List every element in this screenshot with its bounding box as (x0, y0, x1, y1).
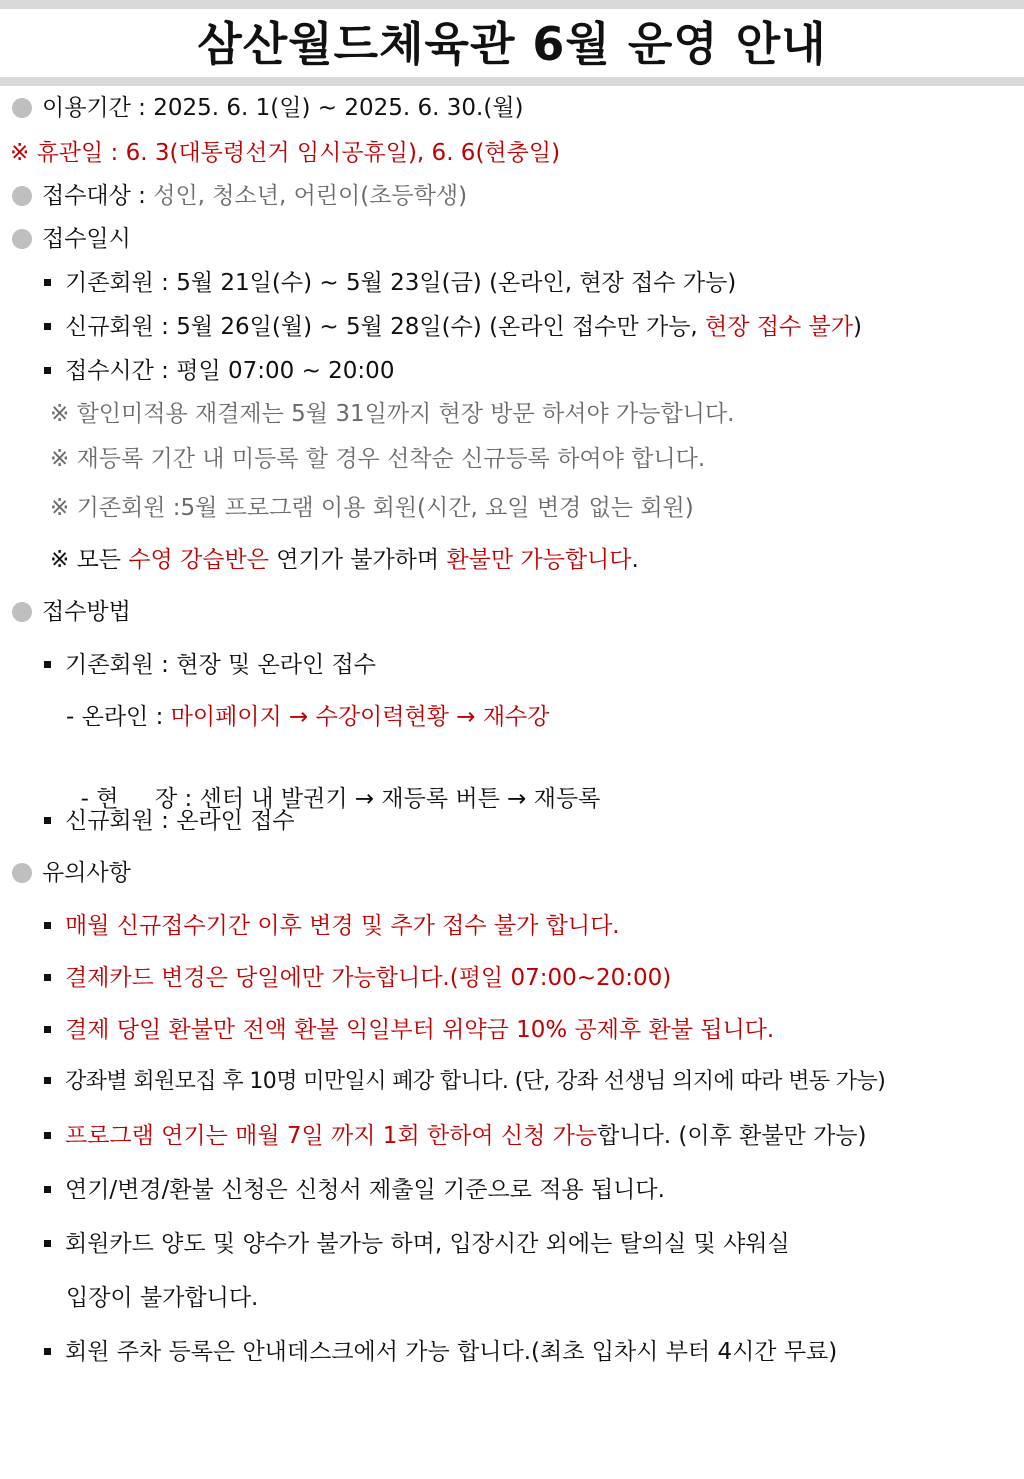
schedule-new-text: 신규회원 : 5월 26일(월) ~ 5월 28일(수) (온라인 접수만 가능, (65, 314, 706, 340)
title-divider-bar (0, 77, 1024, 86)
page-title: 삼산월드체육관 6월 운영 안내 (197, 17, 827, 71)
method-online-value: 마이페이지 → 수강이력현황 → 재수강 (170, 704, 550, 730)
schedule-heading-row (12, 224, 131, 254)
note-item-2 (44, 963, 671, 993)
circle-bullet-icon (12, 863, 32, 883)
period-row (12, 93, 524, 123)
method-onsite-row (66, 754, 600, 814)
note-5-rest: 합니다. (이후 환불만 가능) (597, 1123, 867, 1149)
note-4-text: 강좌별 회원모집 후 10명 미만일시 폐강 합니다. (단, 강좌 선생님 의지에 따라 변동 가능) (65, 1069, 886, 1094)
square-bullet-icon (44, 1348, 51, 1355)
note4-c: 연기가 불가하며 (268, 547, 447, 573)
square-bullet-icon (44, 367, 51, 374)
square-bullet-icon (44, 974, 51, 981)
schedule-time: 접수시간 : 평일 07:00 ~ 20:00 (65, 358, 395, 384)
method-existing-row (44, 650, 376, 680)
method-existing: 기존회원 : 현장 및 온라인 접수 (65, 652, 376, 678)
notes-heading: 유의사항 (42, 860, 131, 886)
square-bullet-icon (44, 922, 51, 929)
method-heading: 접수방법 (42, 599, 131, 625)
square-bullet-icon (44, 1132, 51, 1139)
note4-b: 수영 강습반은 (128, 547, 269, 573)
note-item-5 (44, 1121, 867, 1151)
schedule-existing: 기존회원 : 5월 21일(수) ~ 5월 23일(금) (온라인, 현장 접수 가능) (65, 270, 737, 296)
schedule-new-warning: 현장 접수 불가 (705, 314, 853, 340)
schedule-note-3: ※ 기존회원 :5월 프로그램 이용 회원(시간, 요일 변경 없는 회원) (50, 495, 694, 521)
method-new-row (44, 806, 295, 836)
method-online-label: - 온라인 : (66, 704, 171, 730)
note-2-text: 결제카드 변경은 당일에만 가능합니다.(평일 07:00~20:00) (65, 965, 672, 991)
note-6-text: 연기/변경/환불 신청은 신청서 제출일 기준으로 적용 됩니다. (65, 1177, 665, 1203)
square-bullet-icon (44, 1186, 51, 1193)
note-5-red: 프로그램 연기는 매월 7일 까지 1회 한하여 신청 가능 (65, 1123, 598, 1149)
note-7-text: 회원카드 양도 및 양수가 불가능 하며, 입장시간 외에는 탈의실 및 샤워실 (65, 1231, 790, 1257)
note-item-7-cont: 입장이 불가합니다. (66, 1285, 259, 1311)
square-bullet-icon (44, 279, 51, 286)
circle-bullet-icon (12, 602, 32, 622)
period-label: 이용기간 : (42, 95, 154, 121)
top-divider-bar (0, 0, 1024, 9)
note-8-text: 회원 주차 등록은 안내데스크에서 가능 합니다.(최초 입차시 부터 4시간 무료) (65, 1339, 838, 1365)
note4-e: . (631, 547, 639, 573)
closed-days: ※ 휴관일 : 6. 3(대통령선거 임시공휴일), 6. 6(현충일) (10, 140, 561, 166)
method-onsite-label: - 현 장 : (80, 786, 200, 812)
schedule-new-close: ) (852, 314, 862, 340)
target-label: 접수대상 : (42, 183, 154, 209)
note4-d: 환불만 가능합니다 (446, 547, 632, 573)
note-1-text: 매월 신규접수기간 이후 변경 및 추가 접수 불가 합니다. (65, 913, 620, 939)
schedule-note-4 (50, 545, 639, 575)
square-bullet-icon (44, 661, 51, 668)
square-bullet-icon (44, 323, 51, 330)
note-item-8 (44, 1337, 837, 1367)
note-3-text: 결제 당일 환불만 전액 환불 익일부터 위약금 10% 공제후 환불 됩니다. (65, 1017, 775, 1043)
note-item-1 (44, 911, 620, 941)
square-bullet-icon (44, 1026, 51, 1033)
notes-heading-row (12, 858, 131, 888)
target-value: 성인, 청소년, 어린이(초등학생) (153, 183, 468, 209)
schedule-existing-row (44, 268, 736, 298)
period-value: 2025. 6. 1(일) ~ 2025. 6. 30.(월) (153, 95, 524, 121)
schedule-note-1: ※ 할인미적용 재결제는 5월 31일까지 현장 방문 하셔야 가능합니다. (50, 401, 735, 427)
method-onsite-value: 센터 내 발권기 → 재등록 버튼 → 재등록 (199, 786, 601, 812)
square-bullet-icon (44, 1240, 51, 1247)
schedule-new-row (44, 312, 862, 342)
circle-bullet-icon (12, 186, 32, 206)
circle-bullet-icon (12, 98, 32, 118)
method-new: 신규회원 : 온라인 접수 (65, 808, 295, 834)
note4-a: ※ 모든 (50, 547, 129, 573)
square-bullet-icon (44, 1077, 51, 1084)
circle-bullet-icon (12, 229, 32, 249)
note-item-6 (44, 1175, 665, 1205)
note-item-3 (44, 1015, 774, 1045)
schedule-note-2: ※ 재등록 기간 내 미등록 할 경우 선착순 신규등록 하여야 합니다. (50, 446, 706, 472)
schedule-heading: 접수일시 (42, 226, 131, 252)
square-bullet-icon (44, 817, 51, 824)
schedule-time-row (44, 356, 394, 386)
method-online-row (66, 702, 549, 732)
target-row (12, 181, 467, 211)
method-heading-row (12, 597, 131, 627)
note-item-7 (44, 1229, 790, 1259)
note-item-4 (44, 1067, 885, 1097)
